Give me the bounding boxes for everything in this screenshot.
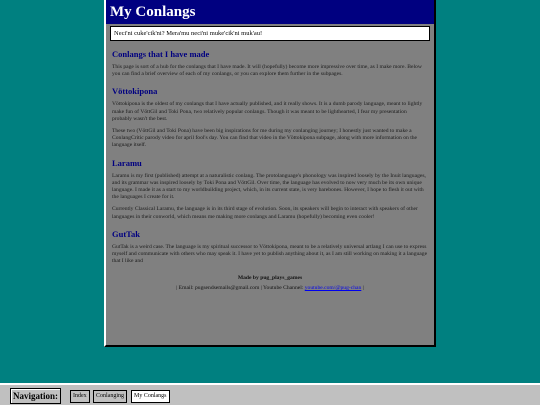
- nav-conlanging-button[interactable]: Conlanging: [93, 390, 127, 403]
- page-title: My Conlangs: [106, 0, 434, 24]
- section-paragraph: Vöttokipona is the oldest of my conlangs that I have actually published, and it really shows. It is a dumb parody language, meant to lightly make fun of VöttGil and Toki Pona, two relatively popular conlangs. Though it was meant to be lighthearted, I fear my presentation probably wasn't the best.: [112, 101, 423, 122]
- section-paragraph: Currently Classical Laramu, the language is in its third stage of evolution. Soon, its speakers will begin to interact with speakers of other languages in their conworld, which means me making more conlangs and Laramu (hopefully) becoming even cooler!: [112, 206, 418, 220]
- section-heading-laramu: Laramu: [112, 157, 142, 168]
- navigation-label: Navigation:: [10, 388, 61, 404]
- nav-my-conlangs-button[interactable]: My Conlangs: [131, 390, 170, 403]
- footer-credit: Made by pug_plays_games: [237, 275, 303, 282]
- section-paragraph: Laramu is my first (published) attempt at a naturalistic conlang. The protolanguage's phonology was inspired loosely by the Inuit languages, and its grammar was inspired loosely by Toki Pona and VöttGil. Over time, the language has evolved to now very much be its own unique language. I made it as a start to my worldbuilding project, which, in its current state, is very barebones. However, I hope to flesh it out with the languages I create for it.: [112, 172, 426, 201]
- youtube-link[interactable]: youtube.com/@pug-chan: [304, 285, 362, 292]
- section-paragraph: GutTak is a weird case. The language is my spiritual successor to Vöttokipona, meant to be a relatively universal artlang I can use to express myself and communicate with others who may speak it. I have yet to publish anything about it, as I am still working on making it a language that I like and: [112, 243, 428, 265]
- nav-index-button[interactable]: Index: [70, 390, 90, 403]
- section-paragraph: These two (VöttGil and Toki Pona) have been big inspirations for me during my conlanging journey; I honestly just wanted to make a ConlangCritic parody video for april fool's day. You can find that video in the Vöttokipona subpage, along with more information on the language itself.: [112, 128, 418, 149]
- footer-email-text: | Email: pugsendsemails@gmail.com | Youtube Channel:: [176, 285, 305, 292]
- section-paragraph: This page is sort of a hub for the conlangs that I have made. It will (hopefully) become more impressive over time, as I make more. Below you can find a brief overview of each of my conlangs, or you can explore them further in the subpages.: [112, 64, 422, 78]
- footer-end-bar: |: [361, 285, 364, 292]
- content-area: [106, 49, 434, 291]
- section-heading-guttak: GutTak: [112, 228, 141, 239]
- navigation-bar: [0, 383, 540, 405]
- section-heading-conlangs: Conlangs that I have made: [112, 49, 210, 59]
- footer-contact: [112, 285, 428, 291]
- section-heading-vottokipona: Vöttokipona: [112, 86, 158, 97]
- footer: [112, 275, 428, 291]
- main-window: [104, 0, 436, 347]
- motto-banner: Neci'ni cuke'cik'ni? Mera'mu neci'ni muke'cik'ni muk'au!: [110, 26, 430, 41]
